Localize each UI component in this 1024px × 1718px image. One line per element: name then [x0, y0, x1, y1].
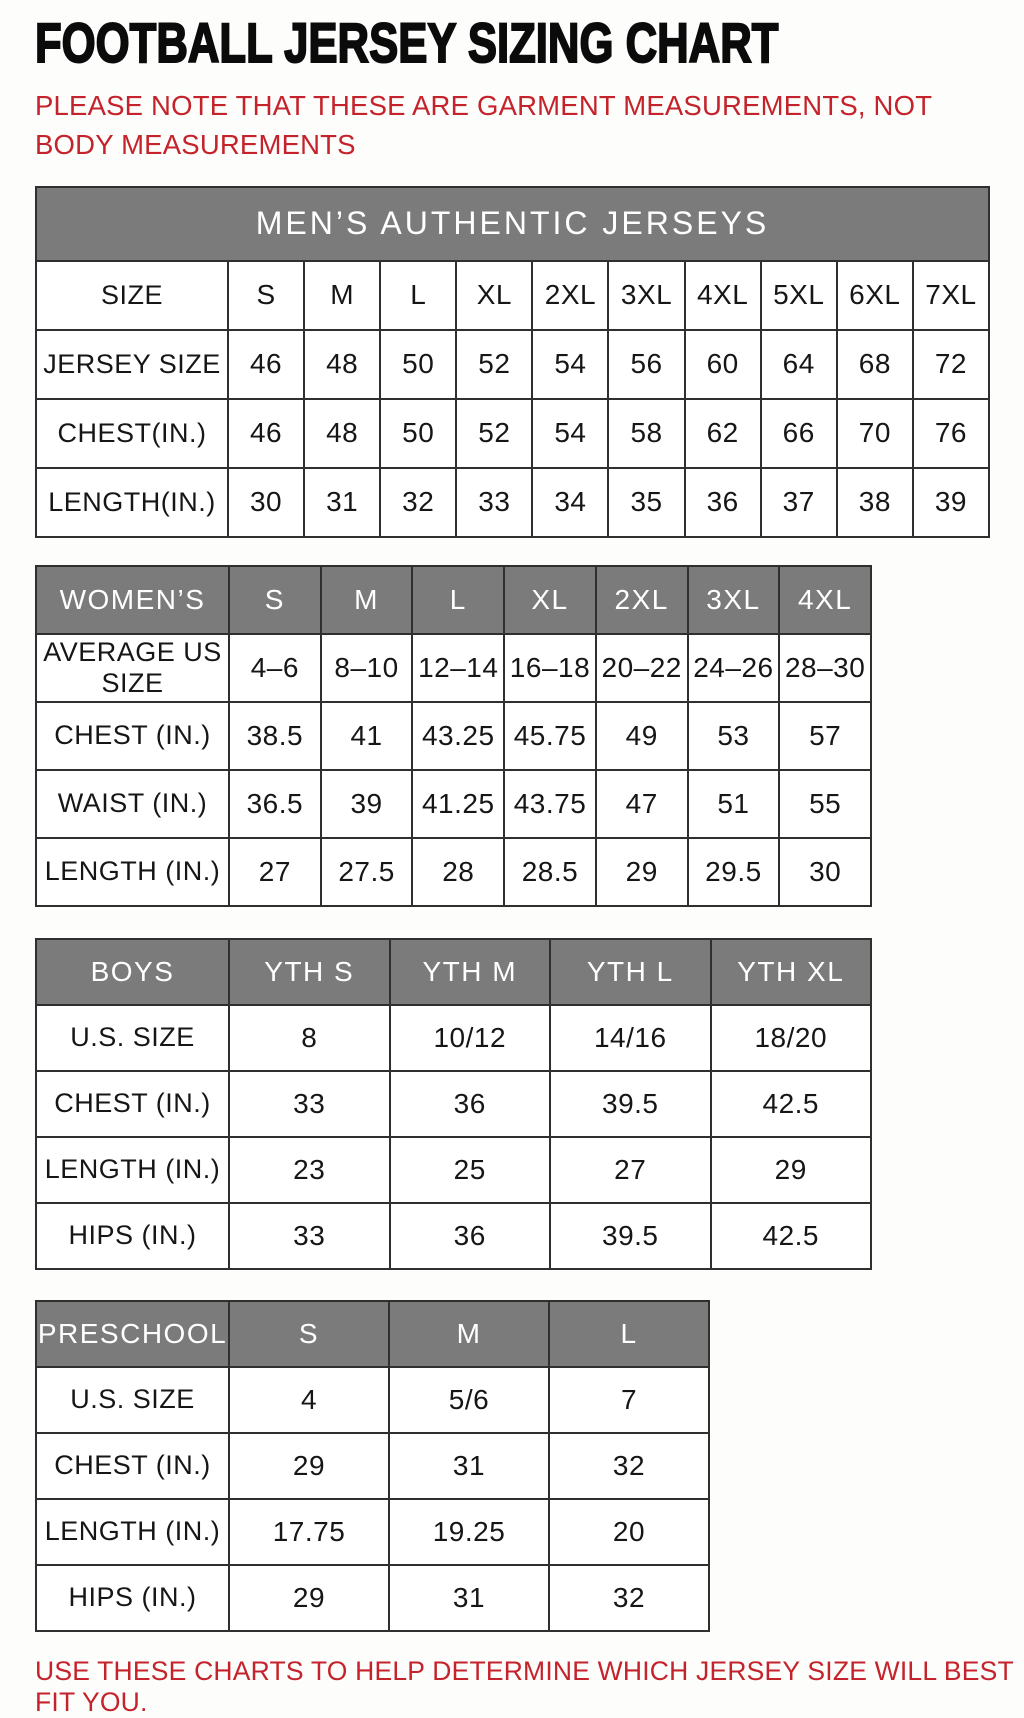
- value-cell: L: [381, 262, 455, 329]
- row-label: CHEST (IN.): [37, 1434, 228, 1498]
- value-cell: 64: [762, 331, 836, 398]
- value-cell: 47: [597, 771, 687, 837]
- garment-measurements-note: PLEASE NOTE THAT THESE ARE GARMENT MEASUREMENTS, NOT BODY MEASUREMENTS: [35, 89, 932, 160]
- value-cell: S: [229, 262, 303, 329]
- value-cell: 36: [686, 469, 760, 536]
- row-label: SIZE: [37, 262, 227, 329]
- value-cell: 5XL: [762, 262, 836, 329]
- value-cell: 23: [230, 1138, 389, 1202]
- value-cell: 46: [229, 331, 303, 398]
- value-cell: 5/6: [390, 1368, 548, 1432]
- value-cell: 6XL: [838, 262, 912, 329]
- value-cell: 62: [686, 400, 760, 467]
- value-cell: 39: [914, 469, 988, 536]
- value-cell: 43.75: [505, 771, 595, 837]
- value-cell: 51: [689, 771, 779, 837]
- value-cell: 32: [381, 469, 455, 536]
- row-label: LENGTH (IN.): [37, 1138, 228, 1202]
- value-cell: 27: [551, 1138, 710, 1202]
- table-header-label: PRESCHOOL: [37, 1302, 228, 1366]
- value-cell: 27: [230, 839, 320, 905]
- value-cell: 31: [390, 1566, 548, 1630]
- value-cell: 39: [322, 771, 412, 837]
- value-cell: 52: [457, 400, 531, 467]
- value-cell: 37: [762, 469, 836, 536]
- table-header-cell: 2XL: [597, 567, 687, 633]
- value-cell: 33: [230, 1072, 389, 1136]
- value-cell: 29: [712, 1138, 871, 1202]
- value-cell: 33: [457, 469, 531, 536]
- womens-size-table: [35, 565, 872, 907]
- table-header-label: BOYS: [37, 940, 228, 1004]
- value-cell: 35: [609, 469, 683, 536]
- value-cell: 42.5: [712, 1072, 871, 1136]
- value-cell: 36: [391, 1072, 550, 1136]
- value-cell: 45.75: [505, 703, 595, 769]
- table-header-cell: 4XL: [780, 567, 870, 633]
- value-cell: 17.75: [230, 1500, 388, 1564]
- value-cell: 25: [391, 1138, 550, 1202]
- value-cell: 30: [229, 469, 303, 536]
- value-cell: 46: [229, 400, 303, 467]
- row-label: U.S. SIZE: [37, 1368, 228, 1432]
- value-cell: 54: [533, 400, 607, 467]
- value-cell: M: [305, 262, 379, 329]
- table-header-cell: YTH XL: [712, 940, 871, 1004]
- value-cell: 19.25: [390, 1500, 548, 1564]
- value-cell: 38: [838, 469, 912, 536]
- value-cell: 34: [533, 469, 607, 536]
- value-cell: 14/16: [551, 1006, 710, 1070]
- value-cell: 4XL: [686, 262, 760, 329]
- table-header-cell: L: [550, 1302, 708, 1366]
- value-cell: 43.25: [413, 703, 503, 769]
- value-cell: 28–30: [780, 635, 870, 701]
- value-cell: 28.5: [505, 839, 595, 905]
- value-cell: 7: [550, 1368, 708, 1432]
- value-cell: 10/12: [391, 1006, 550, 1070]
- mens-authentic-jerseys-banner: MEN’S AUTHENTIC JERSEYS: [35, 186, 990, 260]
- value-cell: 31: [390, 1434, 548, 1498]
- row-label: CHEST(IN.): [37, 400, 227, 467]
- table-header-cell: XL: [505, 567, 595, 633]
- value-cell: 18/20: [712, 1006, 871, 1070]
- value-cell: 66: [762, 400, 836, 467]
- row-label: HIPS (IN.): [37, 1204, 228, 1268]
- value-cell: 38.5: [230, 703, 320, 769]
- preschool-size-table: [35, 1300, 710, 1632]
- value-cell: 70: [838, 400, 912, 467]
- value-cell: 29.5: [689, 839, 779, 905]
- value-cell: 29: [597, 839, 687, 905]
- value-cell: 68: [838, 331, 912, 398]
- value-cell: 76: [914, 400, 988, 467]
- table-header-label: WOMEN’S: [37, 567, 228, 633]
- row-label: CHEST (IN.): [37, 703, 228, 769]
- row-label: U.S. SIZE: [37, 1006, 228, 1070]
- value-cell: 7XL: [914, 262, 988, 329]
- value-cell: 50: [381, 400, 455, 467]
- value-cell: 39.5: [551, 1204, 710, 1268]
- value-cell: 8–10: [322, 635, 412, 701]
- footer-note: USE THESE CHARTS TO HELP DETERMINE WHICH JERSEY SIZE WILL BEST FIT YOU.: [35, 1655, 1014, 1717]
- value-cell: 32: [550, 1434, 708, 1498]
- value-cell: 41.25: [413, 771, 503, 837]
- value-cell: 48: [305, 400, 379, 467]
- value-cell: 49: [597, 703, 687, 769]
- value-cell: 72: [914, 331, 988, 398]
- table-header-cell: 3XL: [689, 567, 779, 633]
- value-cell: 4–6: [230, 635, 320, 701]
- page-title: FOOTBALL JERSEY SIZING CHART: [35, 11, 779, 74]
- table-header-cell: YTH S: [230, 940, 389, 1004]
- row-label: JERSEY SIZE: [37, 331, 227, 398]
- row-label: LENGTH(IN.): [37, 469, 227, 536]
- table-header-cell: S: [230, 1302, 388, 1366]
- table-header-cell: S: [230, 567, 320, 633]
- value-cell: 60: [686, 331, 760, 398]
- value-cell: 58: [609, 400, 683, 467]
- value-cell: 4: [230, 1368, 388, 1432]
- table-header-cell: M: [322, 567, 412, 633]
- mens-size-table: [35, 260, 990, 538]
- boys-size-table: [35, 938, 872, 1270]
- value-cell: XL: [457, 262, 531, 329]
- value-cell: 57: [780, 703, 870, 769]
- row-label: CHEST (IN.): [37, 1072, 228, 1136]
- value-cell: 33: [230, 1204, 389, 1268]
- value-cell: 32: [550, 1566, 708, 1630]
- value-cell: 55: [780, 771, 870, 837]
- row-label: LENGTH (IN.): [37, 839, 228, 905]
- value-cell: 28: [413, 839, 503, 905]
- value-cell: 48: [305, 331, 379, 398]
- value-cell: 36: [391, 1204, 550, 1268]
- value-cell: 29: [230, 1434, 388, 1498]
- value-cell: 39.5: [551, 1072, 710, 1136]
- table-header-cell: YTH L: [551, 940, 710, 1004]
- value-cell: 54: [533, 331, 607, 398]
- value-cell: 20: [550, 1500, 708, 1564]
- value-cell: 30: [780, 839, 870, 905]
- value-cell: 12–14: [413, 635, 503, 701]
- value-cell: 31: [305, 469, 379, 536]
- table-header-cell: L: [413, 567, 503, 633]
- table-header-cell: M: [390, 1302, 548, 1366]
- value-cell: 8: [230, 1006, 389, 1070]
- row-label: AVERAGE US SIZE: [37, 635, 228, 701]
- value-cell: 41: [322, 703, 412, 769]
- value-cell: 56: [609, 331, 683, 398]
- value-cell: 16–18: [505, 635, 595, 701]
- value-cell: 29: [230, 1566, 388, 1630]
- value-cell: 50: [381, 331, 455, 398]
- value-cell: 24–26: [689, 635, 779, 701]
- row-label: HIPS (IN.): [37, 1566, 228, 1630]
- value-cell: 52: [457, 331, 531, 398]
- value-cell: 20–22: [597, 635, 687, 701]
- table-header-cell: YTH M: [391, 940, 550, 1004]
- value-cell: 42.5: [712, 1204, 871, 1268]
- value-cell: 2XL: [533, 262, 607, 329]
- row-label: LENGTH (IN.): [37, 1500, 228, 1564]
- value-cell: 27.5: [322, 839, 412, 905]
- value-cell: 53: [689, 703, 779, 769]
- value-cell: 3XL: [609, 262, 683, 329]
- row-label: WAIST (IN.): [37, 771, 228, 837]
- value-cell: 36.5: [230, 771, 320, 837]
